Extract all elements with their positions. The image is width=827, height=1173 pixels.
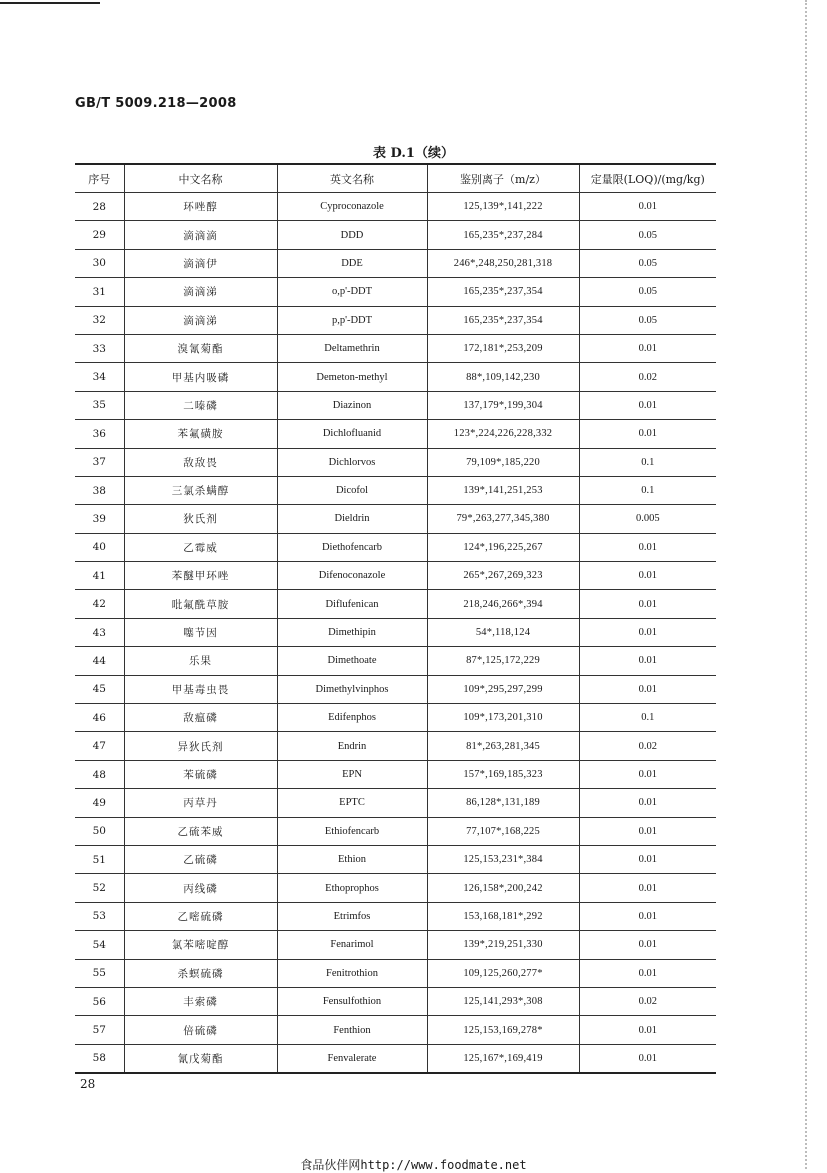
row-loq: 0.01 — [579, 675, 716, 703]
row-chinese-name: 苯醚甲环唑 — [124, 562, 277, 590]
row-english-name: Fenvalerate — [277, 1044, 427, 1073]
table-row — [75, 789, 716, 817]
row-loq: 0.01 — [579, 420, 716, 448]
table-row — [75, 562, 716, 590]
header-ions: 鉴别离子（m/z） — [427, 164, 579, 193]
row-ions: 165,235*,237,354 — [427, 278, 579, 306]
row-seq: 44 — [75, 647, 124, 675]
row-loq: 0.05 — [579, 221, 716, 249]
row-loq: 0.01 — [579, 902, 716, 930]
row-chinese-name: 杀螟硫磷 — [124, 959, 277, 987]
row-loq: 0.01 — [579, 1016, 716, 1044]
table-header-row — [75, 164, 716, 193]
table-row — [75, 590, 716, 618]
row-ions: 81*,263,281,345 — [427, 732, 579, 760]
row-chinese-name: 倍硫磷 — [124, 1016, 277, 1044]
row-seq: 56 — [75, 987, 124, 1015]
row-loq: 0.1 — [579, 476, 716, 504]
row-seq: 35 — [75, 391, 124, 419]
row-ions: 139*,141,251,253 — [427, 476, 579, 504]
row-seq: 43 — [75, 618, 124, 646]
table-row — [75, 987, 716, 1015]
row-chinese-name: 丙线磷 — [124, 874, 277, 902]
row-english-name: Fenitrothion — [277, 959, 427, 987]
row-loq: 0.01 — [579, 562, 716, 590]
row-loq: 0.01 — [579, 647, 716, 675]
table-body — [75, 193, 716, 1074]
row-seq: 58 — [75, 1044, 124, 1073]
row-ions: 87*,125,172,229 — [427, 647, 579, 675]
row-ions: 125,153,231*,384 — [427, 845, 579, 873]
row-ions: 125,153,169,278* — [427, 1016, 579, 1044]
row-english-name: EPTC — [277, 789, 427, 817]
row-seq: 36 — [75, 420, 124, 448]
scan-edge-dots — [805, 0, 821, 1169]
row-english-name: Diazinon — [277, 391, 427, 419]
row-chinese-name: 噻节因 — [124, 618, 277, 646]
row-chinese-name: 敌瘟磷 — [124, 704, 277, 732]
table-row — [75, 278, 716, 306]
row-loq: 0.01 — [579, 874, 716, 902]
row-loq: 0.005 — [579, 505, 716, 533]
table-row — [75, 193, 716, 221]
row-loq: 0.01 — [579, 533, 716, 561]
row-english-name: Dimethylvinphos — [277, 675, 427, 703]
row-english-name: Demeton-methyl — [277, 363, 427, 391]
row-seq: 55 — [75, 959, 124, 987]
row-ions: 109,125,260,277* — [427, 959, 579, 987]
row-ions: 54*,118,124 — [427, 618, 579, 646]
table-row — [75, 732, 716, 760]
row-english-name: Fenarimol — [277, 931, 427, 959]
row-ions: 125,139*,141,222 — [427, 193, 579, 221]
row-english-name: Difenoconazole — [277, 562, 427, 590]
table-row — [75, 533, 716, 561]
row-english-name: Diflufenican — [277, 590, 427, 618]
table-row — [75, 959, 716, 987]
row-ions: 172,181*,253,209 — [427, 334, 579, 362]
table-row — [75, 760, 716, 788]
row-english-name: Dicofol — [277, 476, 427, 504]
table-row — [75, 704, 716, 732]
table-row — [75, 902, 716, 930]
row-seq: 52 — [75, 874, 124, 902]
header-english-name: 英文名称 — [277, 164, 427, 193]
table-row — [75, 931, 716, 959]
row-ions: 86,128*,131,189 — [427, 789, 579, 817]
row-chinese-name: 滴滴滴 — [124, 221, 277, 249]
row-ions: 126,158*,200,242 — [427, 874, 579, 902]
pesticide-table — [75, 163, 716, 1074]
table-row — [75, 334, 716, 362]
row-chinese-name: 乐果 — [124, 647, 277, 675]
row-chinese-name: 丰索磷 — [124, 987, 277, 1015]
row-chinese-name: 滴滴伊 — [124, 249, 277, 277]
row-ions: 125,141,293*,308 — [427, 987, 579, 1015]
row-english-name: DDE — [277, 249, 427, 277]
row-english-name: Etrimfos — [277, 902, 427, 930]
row-english-name: Dieldrin — [277, 505, 427, 533]
row-ions: 109*,173,201,310 — [427, 704, 579, 732]
row-seq: 37 — [75, 448, 124, 476]
header-chinese-name: 中文名称 — [124, 164, 277, 193]
row-loq: 0.01 — [579, 760, 716, 788]
row-seq: 45 — [75, 675, 124, 703]
row-loq: 0.01 — [579, 1044, 716, 1073]
row-loq: 0.01 — [579, 391, 716, 419]
row-ions: 139*,219,251,330 — [427, 931, 579, 959]
row-chinese-name: 敌敌畏 — [124, 448, 277, 476]
row-ions: 153,168,181*,292 — [427, 902, 579, 930]
row-ions: 79*,263,277,345,380 — [427, 505, 579, 533]
row-chinese-name: 乙硫苯威 — [124, 817, 277, 845]
top-rule — [0, 2, 100, 4]
row-seq: 38 — [75, 476, 124, 504]
row-english-name: Ethion — [277, 845, 427, 873]
row-seq: 54 — [75, 931, 124, 959]
row-loq: 0.01 — [579, 193, 716, 221]
row-ions: 124*,196,225,267 — [427, 533, 579, 561]
table-row — [75, 363, 716, 391]
row-english-name: Cyproconazole — [277, 193, 427, 221]
row-english-name: Deltamethrin — [277, 334, 427, 362]
row-loq: 0.05 — [579, 306, 716, 334]
row-seq: 51 — [75, 845, 124, 873]
row-chinese-name: 乙硫磷 — [124, 845, 277, 873]
row-ions: 165,235*,237,354 — [427, 306, 579, 334]
row-chinese-name: 氰戊菊酯 — [124, 1044, 277, 1073]
row-chinese-name: 氯苯嘧啶醇 — [124, 931, 277, 959]
row-seq: 39 — [75, 505, 124, 533]
row-seq: 41 — [75, 562, 124, 590]
row-loq: 0.01 — [579, 590, 716, 618]
table-row — [75, 505, 716, 533]
row-ions: 88*,109,142,230 — [427, 363, 579, 391]
row-loq: 0.1 — [579, 704, 716, 732]
row-chinese-name: 滴滴涕 — [124, 306, 277, 334]
table-row — [75, 306, 716, 334]
row-ions: 157*,169,185,323 — [427, 760, 579, 788]
row-english-name: Dichlofluanid — [277, 420, 427, 448]
row-loq: 0.05 — [579, 278, 716, 306]
row-english-name: o,p'-DDT — [277, 278, 427, 306]
row-english-name: Dichlorvos — [277, 448, 427, 476]
row-loq: 0.01 — [579, 817, 716, 845]
table-row — [75, 448, 716, 476]
row-english-name: p,p'-DDT — [277, 306, 427, 334]
footer-watermark: 食品伙伴网http://www.foodmate.net — [300, 1158, 527, 1172]
row-chinese-name: 乙嘧硫磷 — [124, 902, 277, 930]
row-english-name: Edifenphos — [277, 704, 427, 732]
row-ions: 246*,248,250,281,318 — [427, 249, 579, 277]
row-loq: 0.02 — [579, 363, 716, 391]
row-seq: 29 — [75, 221, 124, 249]
row-loq: 0.01 — [579, 618, 716, 646]
standard-code: GB/T 5009.218—2008 — [75, 96, 237, 111]
table-row — [75, 817, 716, 845]
table-row — [75, 1016, 716, 1044]
row-english-name: Dimethoate — [277, 647, 427, 675]
row-chinese-name: 滴滴涕 — [124, 278, 277, 306]
row-seq: 53 — [75, 902, 124, 930]
row-seq: 42 — [75, 590, 124, 618]
row-english-name: Fenthion — [277, 1016, 427, 1044]
table-row — [75, 221, 716, 249]
header-seq: 序号 — [75, 164, 124, 193]
row-english-name: EPN — [277, 760, 427, 788]
row-ions: 123*,224,226,228,332 — [427, 420, 579, 448]
row-chinese-name: 三氯杀螨醇 — [124, 476, 277, 504]
row-loq: 0.01 — [579, 789, 716, 817]
row-chinese-name: 环唑醇 — [124, 193, 277, 221]
row-loq: 0.02 — [579, 987, 716, 1015]
table-row — [75, 420, 716, 448]
row-seq: 31 — [75, 278, 124, 306]
row-chinese-name: 苯氟磺胺 — [124, 420, 277, 448]
row-english-name: DDD — [277, 221, 427, 249]
row-seq: 48 — [75, 760, 124, 788]
row-seq: 49 — [75, 789, 124, 817]
table-row — [75, 874, 716, 902]
row-english-name: Ethoprophos — [277, 874, 427, 902]
row-loq: 0.01 — [579, 931, 716, 959]
table-row — [75, 391, 716, 419]
row-english-name: Endrin — [277, 732, 427, 760]
page-number: 28 — [80, 1077, 96, 1091]
row-seq: 33 — [75, 334, 124, 362]
row-ions: 125,167*,169,419 — [427, 1044, 579, 1073]
table-row — [75, 476, 716, 504]
table-row — [75, 675, 716, 703]
row-chinese-name: 异狄氏剂 — [124, 732, 277, 760]
table-row — [75, 1044, 716, 1073]
row-loq: 0.05 — [579, 249, 716, 277]
row-loq: 0.01 — [579, 334, 716, 362]
row-ions: 79,109*,185,220 — [427, 448, 579, 476]
row-loq: 0.1 — [579, 448, 716, 476]
row-chinese-name: 甲基毒虫畏 — [124, 675, 277, 703]
row-ions: 265*,267,269,323 — [427, 562, 579, 590]
row-seq: 50 — [75, 817, 124, 845]
row-seq: 57 — [75, 1016, 124, 1044]
row-seq: 32 — [75, 306, 124, 334]
table-row — [75, 845, 716, 873]
row-chinese-name: 丙草丹 — [124, 789, 277, 817]
header-loq: 定量限(LOQ)/(mg/kg) — [579, 164, 716, 193]
table-row — [75, 249, 716, 277]
row-seq: 40 — [75, 533, 124, 561]
row-seq: 46 — [75, 704, 124, 732]
row-chinese-name: 甲基内吸磷 — [124, 363, 277, 391]
row-chinese-name: 乙霉威 — [124, 533, 277, 561]
row-seq: 34 — [75, 363, 124, 391]
table-row — [75, 618, 716, 646]
row-chinese-name: 溴氰菊酯 — [124, 334, 277, 362]
row-chinese-name: 狄氏剂 — [124, 505, 277, 533]
table-row — [75, 647, 716, 675]
row-loq: 0.02 — [579, 732, 716, 760]
row-english-name: Fensulfothion — [277, 987, 427, 1015]
row-chinese-name: 苯硫磷 — [124, 760, 277, 788]
table-caption: 表 D.1（续） — [373, 146, 454, 161]
row-english-name: Dimethipin — [277, 618, 427, 646]
row-seq: 30 — [75, 249, 124, 277]
row-loq: 0.01 — [579, 845, 716, 873]
row-seq: 47 — [75, 732, 124, 760]
row-chinese-name: 二嗪磷 — [124, 391, 277, 419]
row-chinese-name: 吡氟酰草胺 — [124, 590, 277, 618]
row-english-name: Diethofencarb — [277, 533, 427, 561]
row-ions: 77,107*,168,225 — [427, 817, 579, 845]
row-seq: 28 — [75, 193, 124, 221]
row-english-name: Ethiofencarb — [277, 817, 427, 845]
row-loq: 0.01 — [579, 959, 716, 987]
row-ions: 218,246,266*,394 — [427, 590, 579, 618]
row-ions: 165,235*,237,284 — [427, 221, 579, 249]
row-ions: 109*,295,297,299 — [427, 675, 579, 703]
row-ions: 137,179*,199,304 — [427, 391, 579, 419]
